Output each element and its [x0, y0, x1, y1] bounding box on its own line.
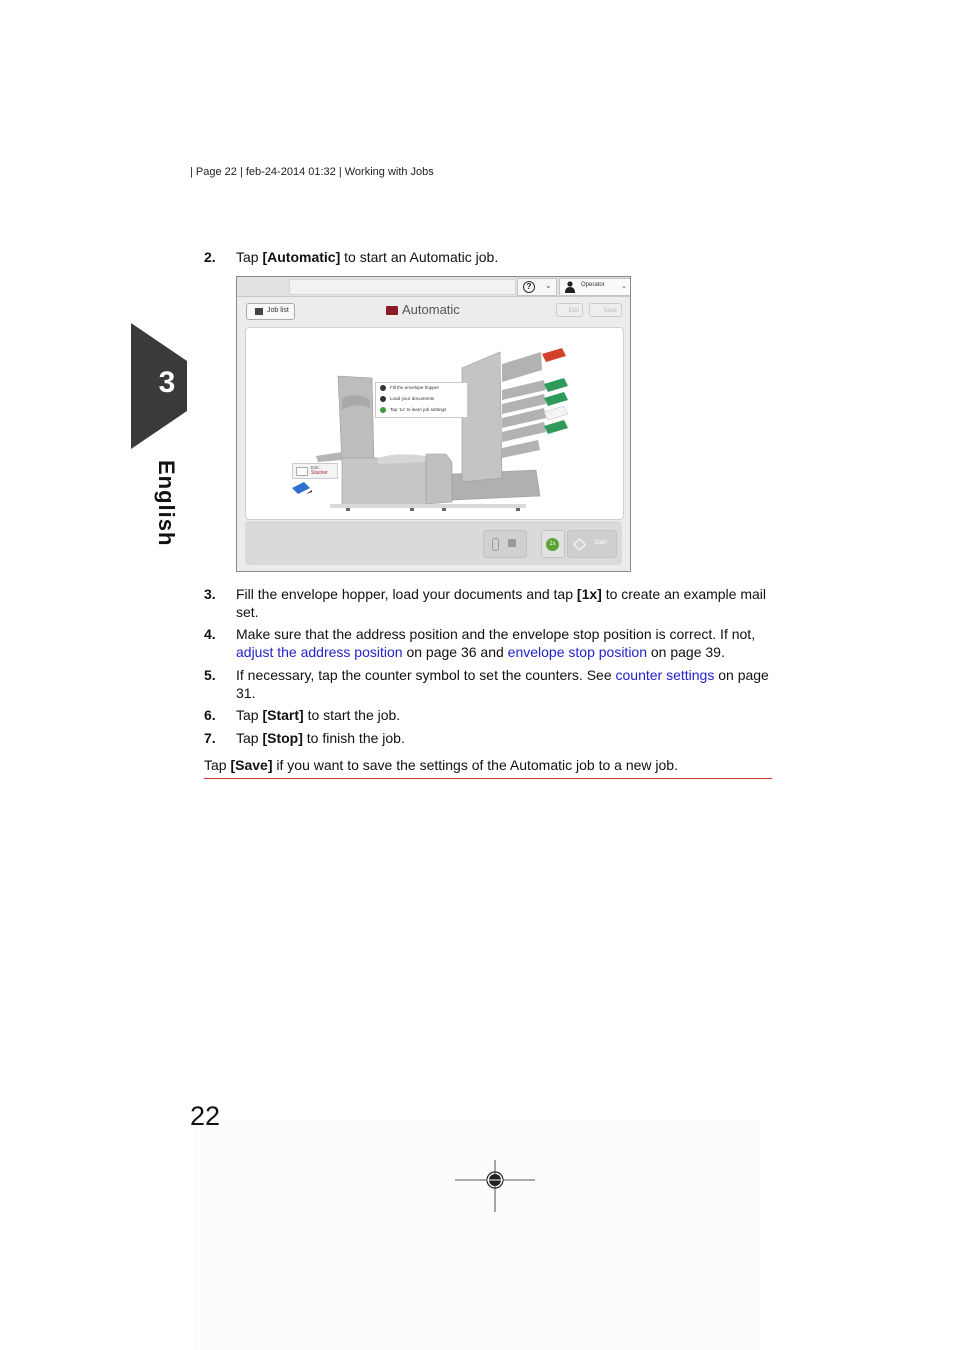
text-run: to start an Automatic job.: [340, 249, 499, 265]
step-item: [204, 625, 774, 661]
envelope-icon: [386, 306, 398, 315]
bullet-icon: [380, 385, 386, 391]
text-run: Tap: [236, 707, 263, 723]
help-icon: ?: [523, 281, 535, 293]
chapter-number: 3: [158, 366, 176, 399]
one-x-label: 1x: [546, 538, 559, 551]
ui-term: [Save]: [230, 757, 273, 773]
operator-button[interactable]: [559, 278, 631, 296]
chevron-down-icon: ⌄: [621, 283, 627, 290]
envelope-blue-icon: [292, 482, 312, 494]
step-item: [204, 248, 774, 266]
text-run: to finish the job.: [302, 730, 405, 746]
step-text: [236, 248, 774, 266]
grid-icon: [255, 308, 263, 315]
ui-term: [1x]: [576, 586, 602, 602]
save-note: [204, 756, 774, 774]
text-run: Fill the envelope hopper, load your documents and tap: [236, 586, 577, 602]
step-item: [204, 706, 774, 724]
step-text: [236, 625, 774, 661]
step-item: [204, 666, 774, 702]
text-run: on page 39.: [647, 644, 725, 660]
section-divider: [204, 778, 772, 779]
stacker-icon: [296, 467, 308, 476]
cross-reference-link[interactable]: adjust the address position: [236, 644, 403, 660]
instruction-item: Load your documents: [380, 396, 434, 406]
edit-button[interactable]: Edit: [556, 303, 583, 317]
instruction-list: [375, 382, 468, 418]
instruction-item: Tap '1x' to learn job settings: [380, 407, 446, 417]
bullet-icon: [380, 396, 386, 402]
ui-term: [Automatic]: [262, 249, 341, 265]
diamond-icon: [573, 538, 586, 551]
counter-button[interactable]: [483, 530, 527, 558]
text-run: Make sure that the address position and the envelope stop position is correct. If not,: [236, 626, 756, 642]
text-run: If necessary, tap the counter symbol to set the counters. See: [236, 667, 616, 683]
text-run: Tap: [204, 757, 231, 773]
exit-stacker-label[interactable]: Exit: Stacker: [292, 463, 338, 479]
chevron-down-icon: ⌄: [545, 281, 552, 290]
text-run: if you want to save the settings of the Automatic job to a new job.: [272, 757, 678, 773]
step-number: 3.: [204, 586, 216, 602]
bottom-bar: [245, 521, 622, 565]
ui-term: [Stop]: [262, 730, 303, 746]
user-icon: [565, 281, 575, 293]
step-text: [236, 729, 774, 747]
screen-title: Automatic: [402, 302, 460, 317]
start-button[interactable]: [567, 530, 617, 558]
tray-red-card: [542, 348, 566, 362]
running-header: | Page 22 | feb-24-2014 01:32 | Working with Jobs: [190, 166, 434, 178]
job-list-label: Job list: [267, 307, 289, 314]
step-text: [236, 666, 774, 702]
step-number: 4.: [204, 626, 216, 642]
ui-term: [Start]: [262, 707, 304, 723]
tray-white-card: [544, 406, 568, 420]
language-tab: [139, 460, 189, 550]
machine-canvas: [245, 327, 624, 520]
counter-icon: [492, 538, 499, 551]
registration-mark-icon: [455, 1160, 535, 1212]
text-run: on page 36 and: [402, 644, 508, 660]
ui-screenshot: [236, 276, 631, 572]
start-label: Start: [594, 540, 607, 546]
step-number: 5.: [204, 667, 216, 683]
page-bleed-area: [193, 1120, 761, 1350]
language-label: English: [154, 460, 179, 547]
step-number: 7.: [204, 730, 216, 746]
cross-reference-link[interactable]: counter settings: [615, 667, 715, 683]
instruction-item: Fill the envelope hopper: [380, 385, 439, 395]
tray-green-card: [544, 378, 568, 434]
step-number: 6.: [204, 707, 216, 723]
cross-reference-link[interactable]: envelope stop position: [507, 644, 647, 660]
step-text: [236, 585, 774, 621]
step-text: [236, 706, 774, 724]
text-run: on page 31.: [236, 667, 769, 701]
help-button[interactable]: [517, 278, 557, 296]
page-number: 22: [190, 1101, 221, 1131]
bullet-icon: [380, 407, 386, 413]
step-number: 2.: [204, 249, 216, 265]
text-run: Tap: [236, 249, 263, 265]
edit-icon: [508, 539, 516, 547]
top-bar: [237, 277, 630, 297]
job-list-button[interactable]: [246, 303, 295, 320]
topbar-field: [289, 279, 516, 295]
inserter-machine-illustration: [246, 328, 623, 519]
text-run: to create an example mail set.: [236, 586, 767, 620]
one-x-button[interactable]: [541, 530, 565, 558]
step-item: [204, 585, 774, 621]
operator-label: Operator: [581, 282, 605, 288]
note-text: [204, 756, 774, 774]
text-run: Tap: [236, 730, 263, 746]
step-item: [204, 729, 774, 747]
save-button[interactable]: Save: [589, 303, 622, 317]
text-run: to start the job.: [303, 707, 401, 723]
